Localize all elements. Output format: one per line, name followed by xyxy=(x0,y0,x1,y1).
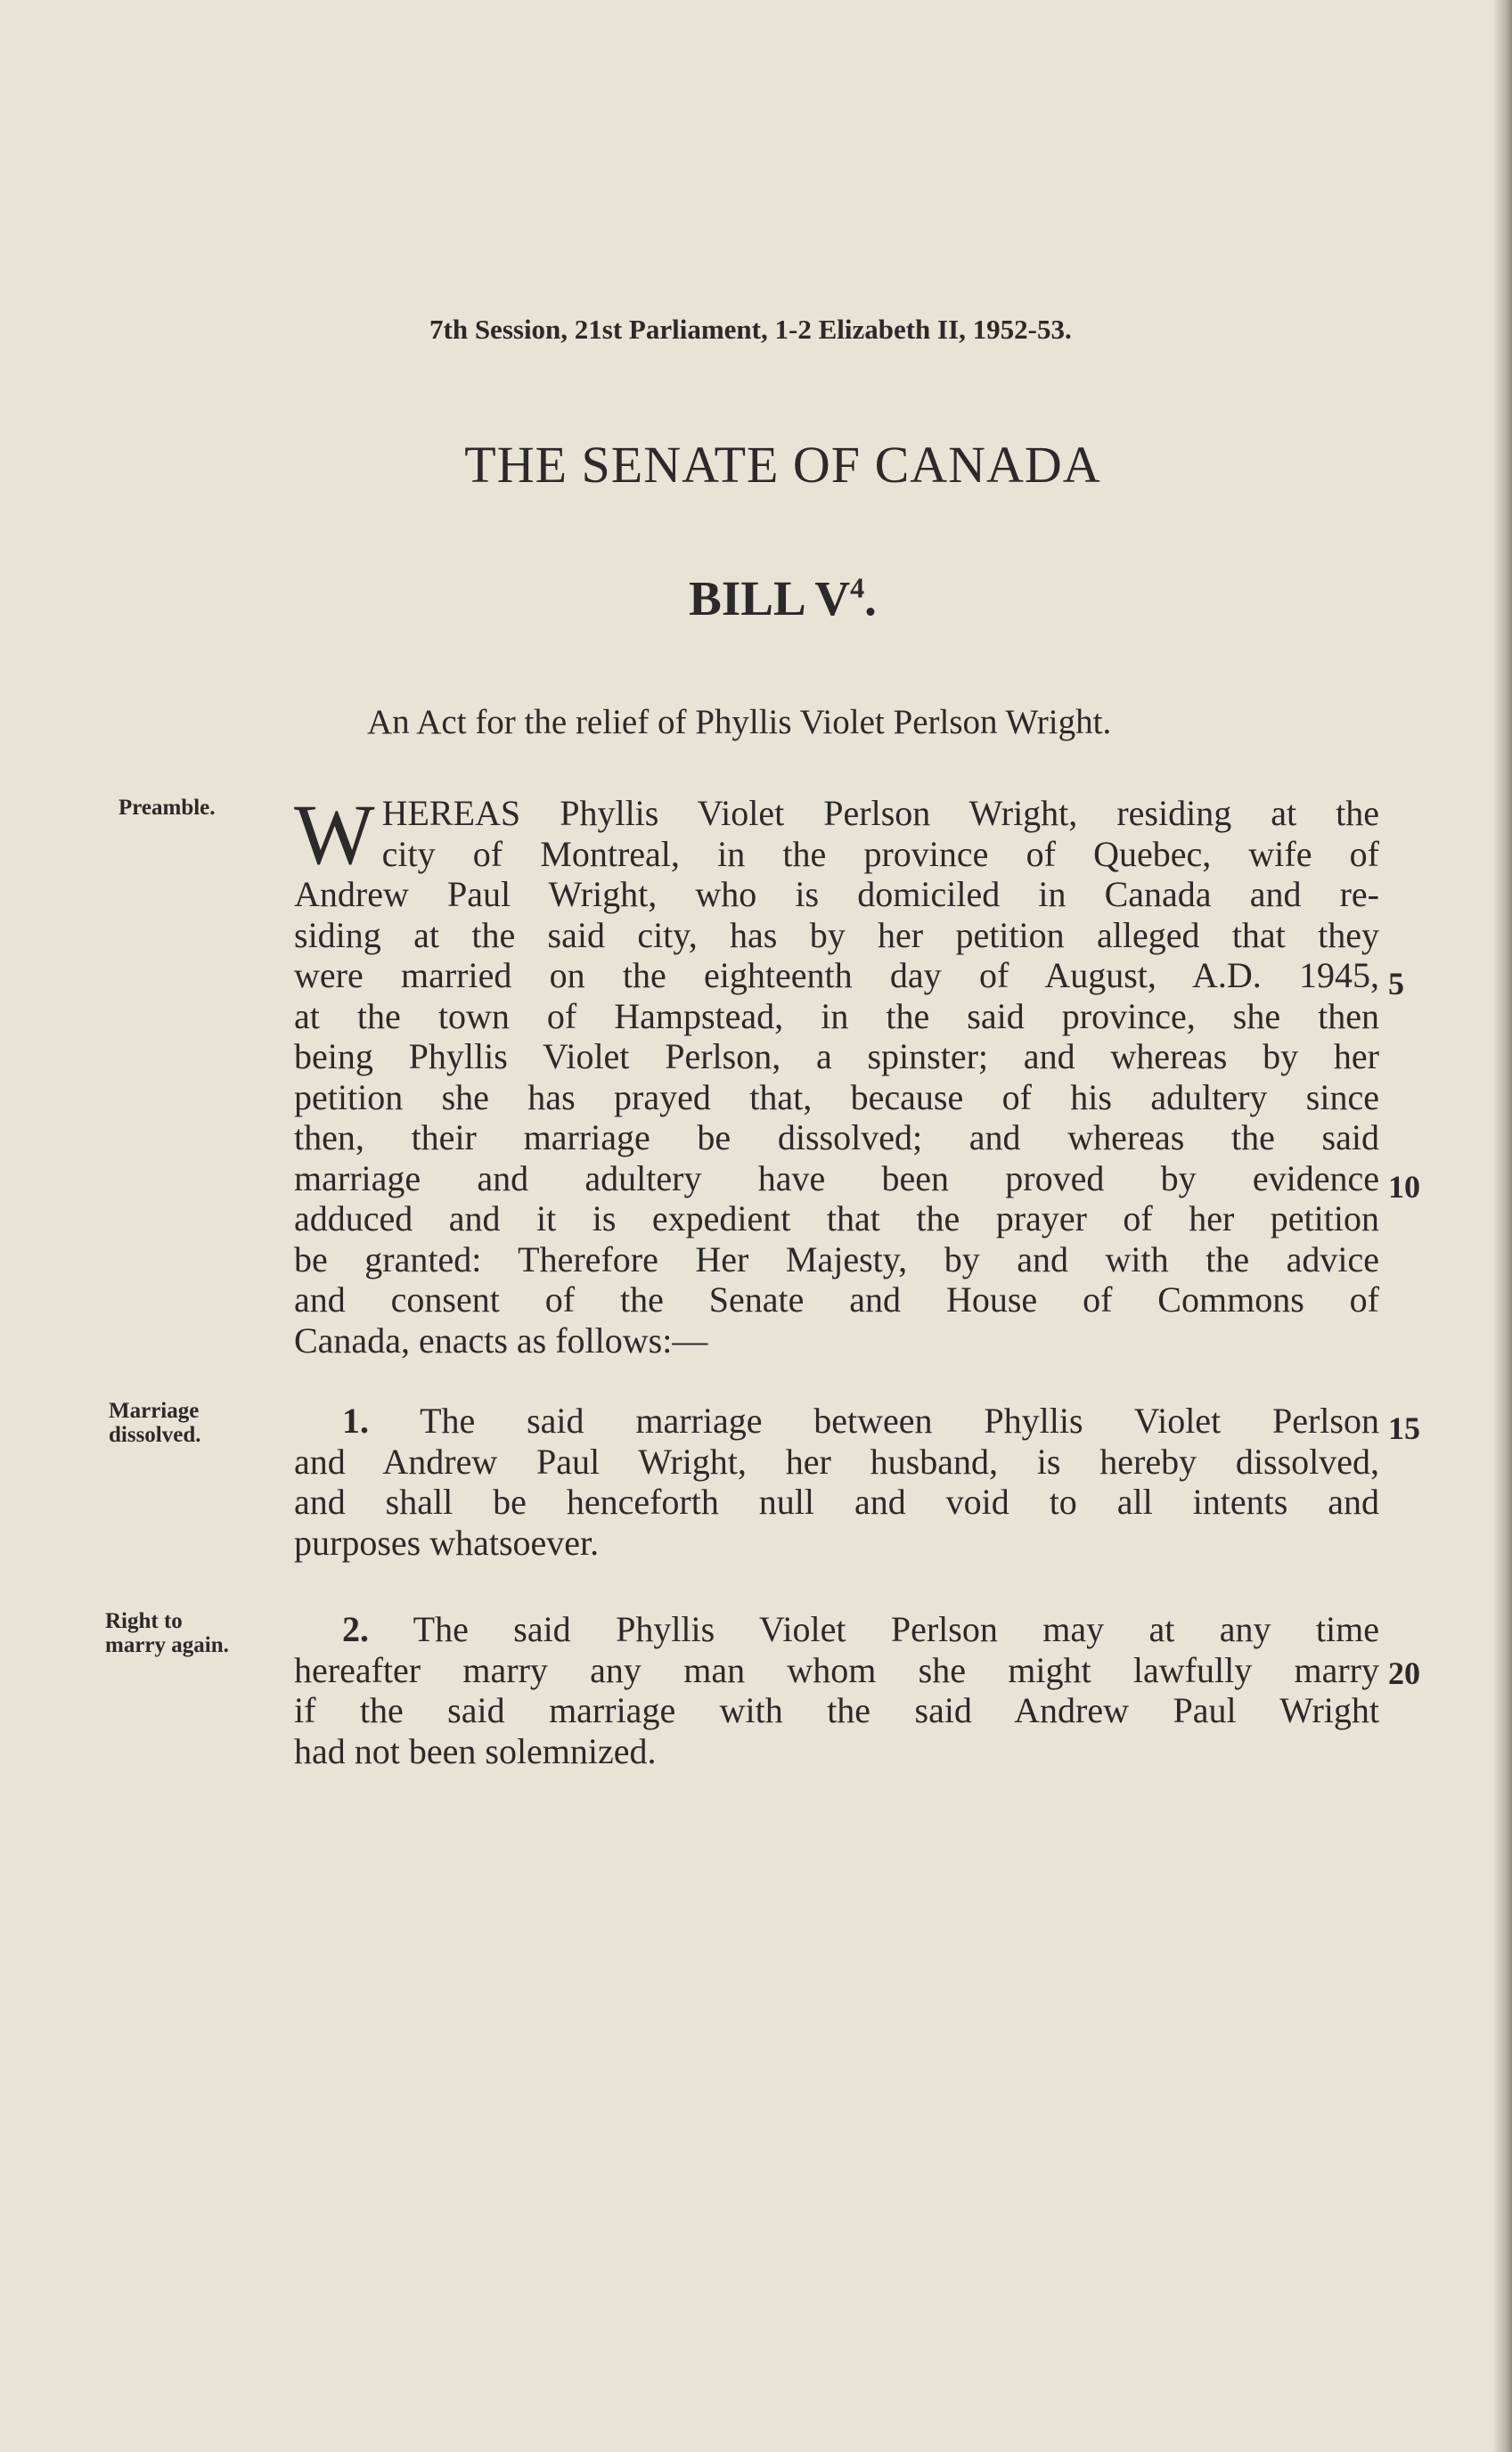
preamble-line: marriage and adultery have been proved by evidence xyxy=(294,1157,1379,1198)
margin-note-preamble: Preamble. xyxy=(119,796,216,820)
preamble-line: then, their marriage be dissolved; and whereas the said xyxy=(294,1117,1379,1157)
preamble-line: be granted: Therefore Her Majesty, by and with the advice xyxy=(294,1238,1379,1279)
line-number-10: 10 xyxy=(1388,1169,1420,1205)
bill-period: . xyxy=(864,571,877,625)
preamble-line: city of Montreal, in the province of Quebec, wife of xyxy=(381,833,1379,874)
section-2-line: had not been solemnized. xyxy=(294,1730,657,1771)
preamble-text xyxy=(294,787,1379,1361)
bill-label: BILL V xyxy=(689,571,851,625)
preamble-line: and consent of the Senate and House of Commons of xyxy=(294,1279,1379,1320)
preamble-line: were married on the eighteenth day of August, A.D. 1945, xyxy=(294,955,1379,995)
page-edge-shadow xyxy=(1492,0,1512,2452)
section-1-line: and Andrew Paul Wright, her husband, is hereby dissolved, xyxy=(294,1441,1379,1482)
section-2 xyxy=(294,1609,1379,1771)
preamble-line: HEREAS Phyllis Violet Perlson Wright, residing at the xyxy=(381,793,1379,833)
bill-superscript: 4 xyxy=(850,571,865,604)
session-header: 7th Session, 21st Parliament, 1-2 Elizabeth II, 1952-53. xyxy=(429,314,1072,345)
section-2-number: 2. xyxy=(342,1609,369,1649)
preamble-line: being Phyllis Violet Perlson, a spinster; and whereas by her xyxy=(294,1036,1379,1076)
section-2-line: 2. The said Phyllis Violet Perlson may at any time xyxy=(342,1609,1379,1649)
senate-heading: THE SENATE OF CANADA xyxy=(464,436,1101,494)
section-1-line: purposes whatsoever. xyxy=(294,1522,600,1563)
margin-note-marriage-dissolved: Marriage dissolved. xyxy=(109,1399,201,1447)
section-1-line: and shall be henceforth null and void to all intents and xyxy=(294,1482,1379,1522)
section-1 xyxy=(294,1401,1379,1563)
preamble-line: at the town of Hampstead, in the said province, she then xyxy=(294,995,1379,1036)
section-1-line: 1. The said marriage between Phyllis Violet Perlson xyxy=(342,1401,1379,1441)
preamble-line: adduced and it is expedient that the prayer of her petition xyxy=(294,1198,1379,1238)
line-number-15: 15 xyxy=(1388,1410,1420,1446)
margin-note-right-to-marry: Right to marry again. xyxy=(105,1609,229,1657)
preamble-line: Andrew Paul Wright, who is domiciled in Canada and re- xyxy=(294,874,1379,914)
section-2-line: if the said marriage with the said Andrew Paul Wright xyxy=(294,1690,1379,1730)
act-title: An Act for the relief of Phyllis Violet Perlson Wright. xyxy=(367,703,1112,741)
section-2-line: hereafter marry any man whom she might lawfully marry xyxy=(294,1649,1379,1690)
preamble-dropcap: W xyxy=(294,787,375,882)
preamble-line: siding at the said city, has by her petition alleged that they xyxy=(294,914,1379,955)
preamble-line: Canada, enacts as follows:— xyxy=(294,1320,708,1361)
line-number-20: 20 xyxy=(1388,1655,1420,1691)
preamble-line: petition she has prayed that, because of his adultery since xyxy=(294,1076,1379,1117)
section-1-number: 1. xyxy=(342,1401,369,1441)
line-number-5: 5 xyxy=(1388,966,1404,1001)
bill-number xyxy=(0,570,1512,626)
